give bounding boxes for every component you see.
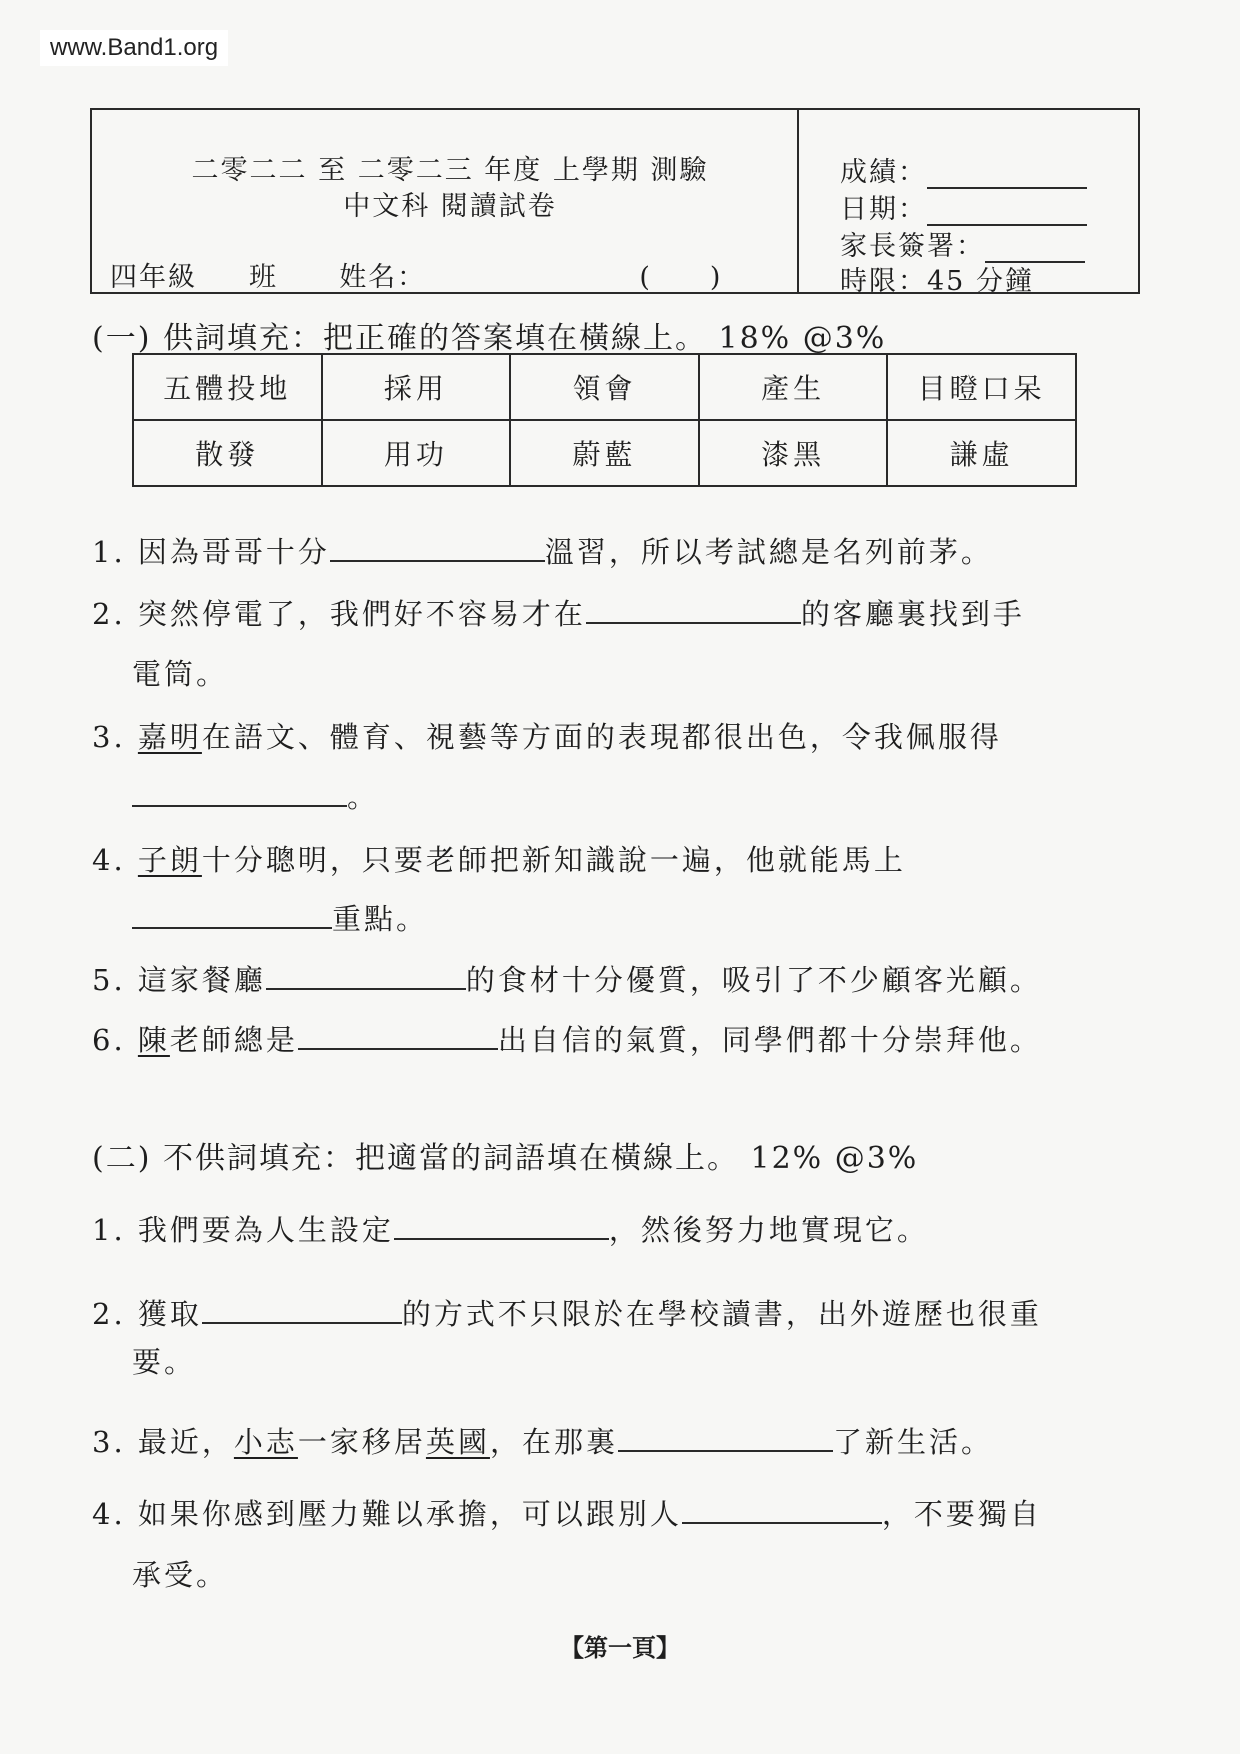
question-text: 的客廳裏找到手	[800, 597, 1025, 631]
question-text: 了新生活。	[832, 1425, 993, 1459]
answer-blank[interactable]	[330, 534, 545, 562]
section1-title: (一) 供詞填充：把正確的答案填在橫線上。 18% @3%	[92, 321, 887, 356]
word-bank-cell: 五體投地	[133, 354, 322, 420]
answer-blank[interactable]	[298, 1022, 498, 1050]
page-footer: 【第一頁】	[560, 1633, 680, 1662]
question-text: 最近，	[137, 1425, 234, 1459]
answer-blank[interactable]	[394, 1212, 609, 1240]
section2-title: (二) 不供詞填充：把適當的詞語填在橫線上。 12% @3%	[92, 1141, 919, 1176]
question-text: 。	[347, 780, 380, 814]
proper-name: 小志	[233, 1425, 298, 1459]
class-blank	[197, 268, 249, 294]
word-bank-cell: 謙虛	[887, 420, 1076, 486]
parent-sign-row	[840, 224, 1085, 263]
question-text: 在語文、體育、視藝等方面的表現都很出色，令我佩服得	[201, 720, 1002, 754]
s1-question-2-continued: 電筒。	[132, 657, 229, 691]
answer-blank[interactable]	[682, 1496, 882, 1524]
question-number: 6.	[92, 1023, 126, 1057]
s1-question-4	[92, 838, 906, 879]
question-number: 1.	[92, 1213, 126, 1247]
s1-question-5	[92, 958, 1042, 999]
score-row	[840, 150, 1087, 189]
date-blank	[927, 200, 1087, 226]
proper-name: 嘉明	[137, 720, 202, 754]
word-bank-cell: 採用	[322, 354, 511, 420]
question-text: 一家移居	[297, 1425, 426, 1459]
question-number: 2.	[92, 597, 126, 631]
score-blank	[927, 163, 1087, 189]
student-number-paren: ( )	[639, 262, 723, 293]
s2-question-3	[92, 1420, 993, 1461]
question-text: ，不要獨自	[881, 1497, 1042, 1531]
proper-name: 子朗	[137, 843, 202, 877]
place-name: 英國	[425, 1425, 490, 1459]
word-bank-cell: 漆黑	[699, 420, 888, 486]
word-bank-row	[133, 420, 1076, 486]
s1-question-6	[92, 1018, 1042, 1059]
answer-blank[interactable]	[618, 1424, 833, 1452]
s2-question-4	[92, 1492, 1042, 1533]
score-label: 成績：	[840, 157, 927, 188]
s1-question-4-continued	[132, 897, 428, 938]
question-number: 3.	[92, 720, 126, 754]
question-text: 十分聰明，只要老師把新知識說一遍，他就能馬上	[201, 843, 906, 877]
answer-blank[interactable]	[202, 1296, 402, 1324]
name-blank	[426, 268, 606, 294]
answer-blank[interactable]	[132, 779, 347, 807]
question-text: 重點。	[332, 902, 429, 936]
question-number: 4.	[92, 843, 126, 877]
answer-blank[interactable]	[132, 901, 332, 929]
word-bank-table	[132, 353, 1077, 487]
word-bank-cell: 散發	[133, 420, 322, 486]
s2-question-2-continued: 要。	[132, 1345, 197, 1379]
s1-question-3	[92, 715, 1002, 756]
date-row	[840, 187, 1087, 226]
exam-title: 二零二二 至 二零二三 年度 上學期 測驗	[191, 155, 709, 186]
word-bank-cell: 領會	[510, 354, 699, 420]
question-text: 老師總是	[169, 1023, 298, 1057]
student-info-row	[110, 255, 722, 294]
s2-question-4-continued: 承受。	[132, 1558, 229, 1592]
question-text: 獲取	[137, 1297, 202, 1331]
answer-blank[interactable]	[266, 962, 466, 990]
question-number: 2.	[92, 1297, 126, 1331]
s1-question-3-continued	[132, 775, 379, 816]
word-bank-cell: 目瞪口呆	[887, 354, 1076, 420]
s1-question-1	[92, 530, 993, 571]
header-divider	[797, 108, 799, 294]
question-text: 如果你感到壓力難以承擔，可以跟別人	[137, 1497, 682, 1531]
time-limit: 時限：45 分鐘	[840, 266, 1034, 297]
word-bank-row	[133, 354, 1076, 420]
date-label: 日期：	[840, 194, 927, 225]
word-bank-cell: 產生	[699, 354, 888, 420]
class-label: 班	[249, 262, 278, 293]
exam-subject: 中文科 閱讀試卷	[343, 191, 557, 222]
s2-question-1	[92, 1208, 929, 1249]
question-number: 5.	[92, 963, 126, 997]
question-number: 3.	[92, 1425, 126, 1459]
question-text: 我們要為人生設定	[137, 1213, 394, 1247]
s1-question-2	[92, 592, 1025, 633]
s2-question-2	[92, 1292, 1042, 1333]
name-label: 姓名：	[339, 262, 427, 293]
word-bank-cell: 蔚藍	[510, 420, 699, 486]
question-text: ，然後努力地實現它。	[608, 1213, 929, 1247]
question-text: 這家餐廳	[137, 963, 266, 997]
proper-name: 陳	[137, 1023, 170, 1057]
question-text: 突然停電了，我們好不容易才在	[137, 597, 586, 631]
watermark: www.Band1.org	[40, 30, 228, 66]
word-bank-cell: 用功	[322, 420, 511, 486]
grade-label: 四年級	[110, 262, 197, 293]
question-text: 的食材十分優質，吸引了不少顧客光顧。	[465, 963, 1042, 997]
parent-sign-label: 家長簽署：	[840, 231, 985, 262]
answer-blank[interactable]	[586, 596, 801, 624]
question-number: 4.	[92, 1497, 126, 1531]
question-text: ，在那裏	[489, 1425, 618, 1459]
question-text: 溫習，所以考試總是名列前茅。	[544, 535, 993, 569]
question-text: 的方式不只限於在學校讀書，出外遊歷也很重	[401, 1297, 1042, 1331]
question-text: 因為哥哥十分	[137, 535, 330, 569]
question-text: 出自信的氣質，同學們都十分崇拜他。	[497, 1023, 1042, 1057]
question-number: 1.	[92, 535, 126, 569]
